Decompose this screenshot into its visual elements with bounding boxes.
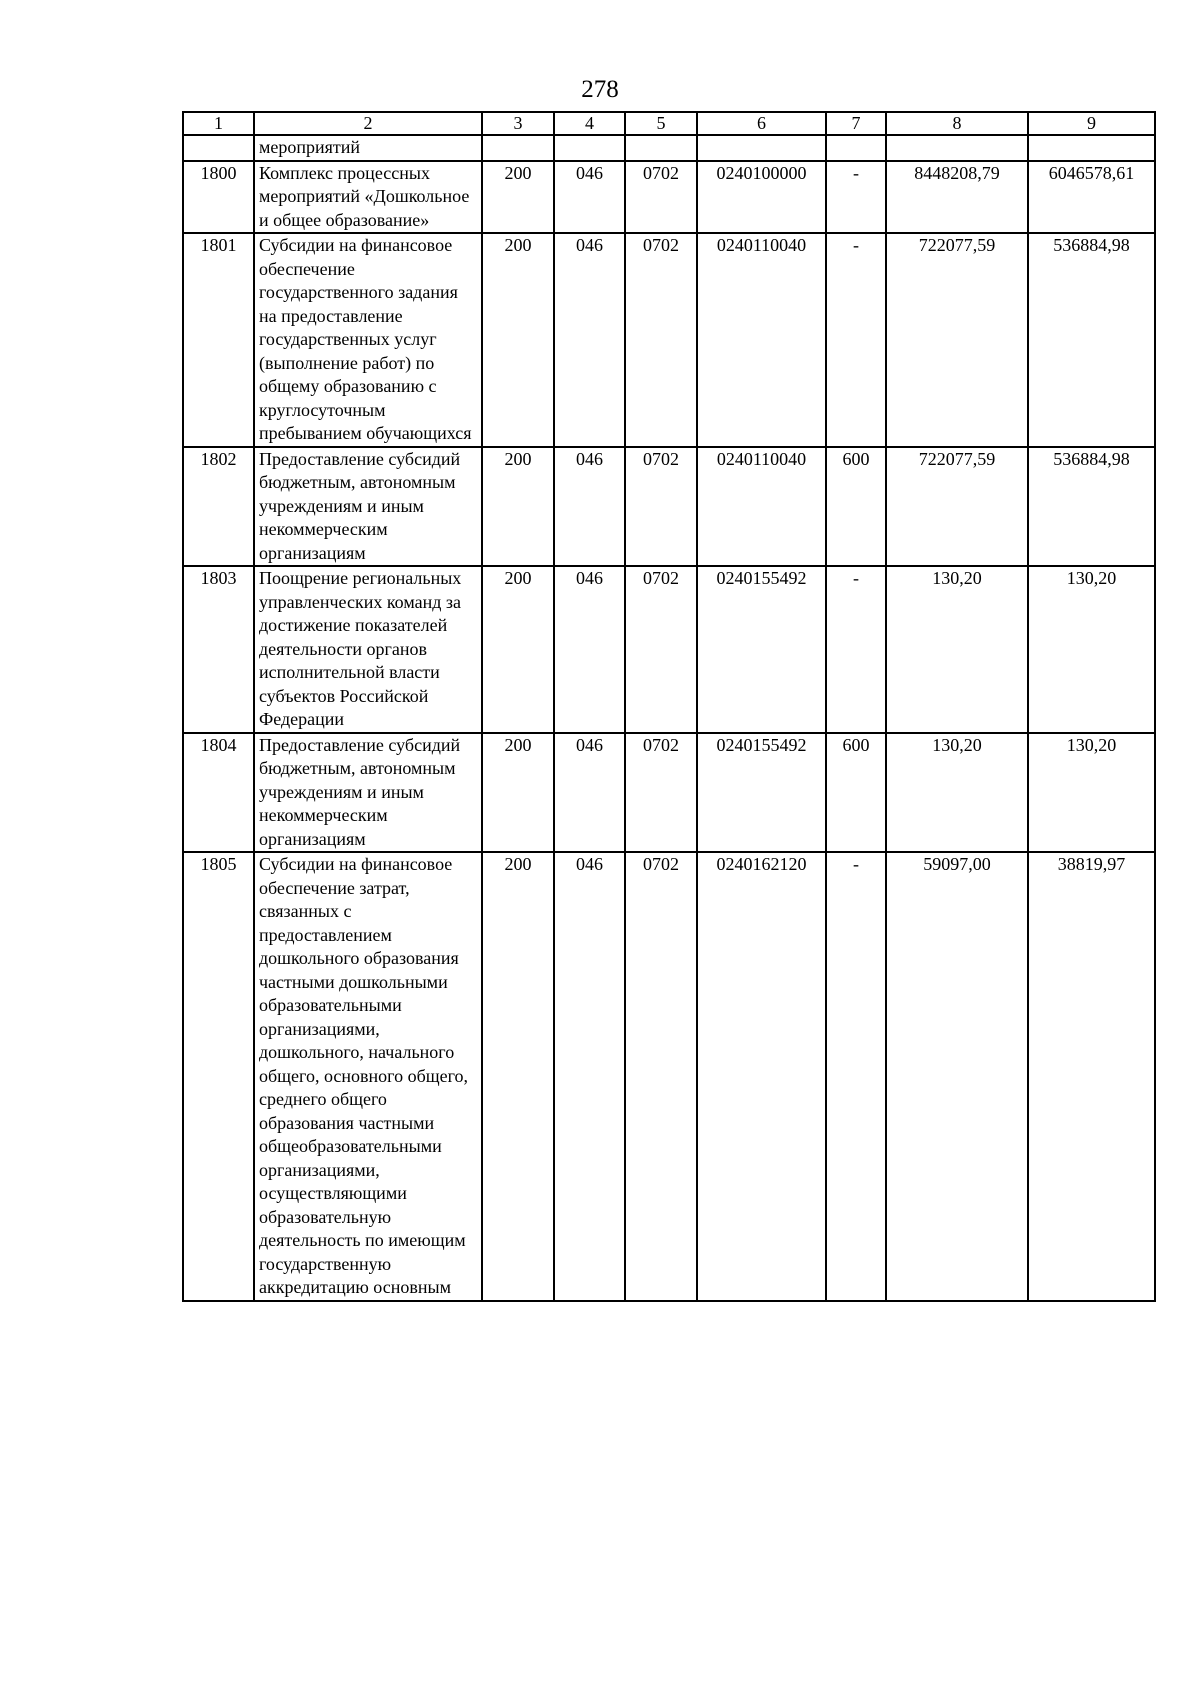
row-number: 1804 [183, 733, 254, 853]
cell-col4: 046 [554, 447, 625, 567]
header-cell: 7 [826, 112, 886, 135]
cell-empty [183, 135, 254, 161]
cell-col9: 130,20 [1028, 566, 1155, 733]
cell-col8: 722077,59 [886, 447, 1028, 567]
header-cell: 2 [254, 112, 482, 135]
cell-col6: 0240110040 [697, 447, 826, 567]
cell-col4: 046 [554, 233, 625, 447]
cell-col9: 536884,98 [1028, 447, 1155, 567]
cell-col7: - [826, 566, 886, 733]
header-cell: 6 [697, 112, 826, 135]
table-row [183, 566, 1155, 733]
cell-col5: 0702 [625, 733, 697, 853]
cell-col4: 046 [554, 733, 625, 853]
cell-empty [554, 135, 625, 161]
cell-col8: 8448208,79 [886, 161, 1028, 234]
cell-empty [482, 135, 554, 161]
row-name: Субсидии на финансовое обеспечение затрат, связанных с предоставлением дошкольного образования частными дошкольными образовательными организациями, дошкольного, начального общего, основного общего, среднего общего образования частными общеобразовательными организациями, осуществляющими образовательную деятельность по имеющим государственную аккредитацию основным [254, 852, 482, 1301]
cell-col5: 0702 [625, 566, 697, 733]
table-row [183, 447, 1155, 567]
row-name: Комплекс процессных мероприятий «Дошкольное и общее образование» [254, 161, 482, 234]
cell-col8: 130,20 [886, 733, 1028, 853]
cell-col9: 536884,98 [1028, 233, 1155, 447]
header-cell: 3 [482, 112, 554, 135]
header-cell: 1 [183, 112, 254, 135]
cell-col6: 0240155492 [697, 733, 826, 853]
cell-col4: 046 [554, 161, 625, 234]
cell-col5: 0702 [625, 447, 697, 567]
cell-col7: 600 [826, 447, 886, 567]
cell-empty [697, 135, 826, 161]
cell-col5: 0702 [625, 233, 697, 447]
cell-col3: 200 [482, 233, 554, 447]
cell-col6: 0240162120 [697, 852, 826, 1301]
cell-col7: 600 [826, 733, 886, 853]
cell-empty [826, 135, 886, 161]
continuation-text: мероприятий [254, 135, 482, 161]
cell-col6: 0240110040 [697, 233, 826, 447]
table-row [183, 852, 1155, 1301]
cell-empty [1028, 135, 1155, 161]
cell-col9: 6046578,61 [1028, 161, 1155, 234]
row-number: 1805 [183, 852, 254, 1301]
cell-col3: 200 [482, 566, 554, 733]
table-row [183, 233, 1155, 447]
row-number: 1802 [183, 447, 254, 567]
budget-table [182, 111, 1156, 1302]
cell-col9: 38819,97 [1028, 852, 1155, 1301]
cell-col8: 59097,00 [886, 852, 1028, 1301]
cell-col6: 0240100000 [697, 161, 826, 234]
row-name: Предоставление субсидий бюджетным, автономным учреждениям и иным некоммерческим организациям [254, 447, 482, 567]
page-number: 278 [581, 76, 619, 103]
header-cell: 4 [554, 112, 625, 135]
table-row [183, 161, 1155, 234]
cell-col5: 0702 [625, 161, 697, 234]
cell-col3: 200 [482, 852, 554, 1301]
continuation-row [183, 135, 1155, 161]
row-number: 1800 [183, 161, 254, 234]
cell-col5: 0702 [625, 852, 697, 1301]
cell-col3: 200 [482, 161, 554, 234]
cell-col7: - [826, 852, 886, 1301]
row-name: Поощрение региональных управленческих команд за достижение показателей деятельности органов исполнительной власти субъектов Российской Федерации [254, 566, 482, 733]
row-name: Субсидии на финансовое обеспечение государственного задания на предоставление государственных услуг (выполнение работ) по общему образованию с круглосуточным пребыванием обучающихся [254, 233, 482, 447]
cell-col7: - [826, 233, 886, 447]
cell-col7: - [826, 161, 886, 234]
cell-col9: 130,20 [1028, 733, 1155, 853]
cell-col8: 130,20 [886, 566, 1028, 733]
row-number: 1801 [183, 233, 254, 447]
cell-col6: 0240155492 [697, 566, 826, 733]
row-name: Предоставление субсидий бюджетным, автономным учреждениям и иным некоммерческим организациям [254, 733, 482, 853]
header-cell: 9 [1028, 112, 1155, 135]
header-row [183, 112, 1155, 135]
cell-col8: 722077,59 [886, 233, 1028, 447]
row-number: 1803 [183, 566, 254, 733]
cell-col3: 200 [482, 733, 554, 853]
cell-empty [625, 135, 697, 161]
cell-col4: 046 [554, 852, 625, 1301]
header-cell: 5 [625, 112, 697, 135]
cell-empty [886, 135, 1028, 161]
cell-col4: 046 [554, 566, 625, 733]
cell-col3: 200 [482, 447, 554, 567]
header-cell: 8 [886, 112, 1028, 135]
table-row [183, 733, 1155, 853]
